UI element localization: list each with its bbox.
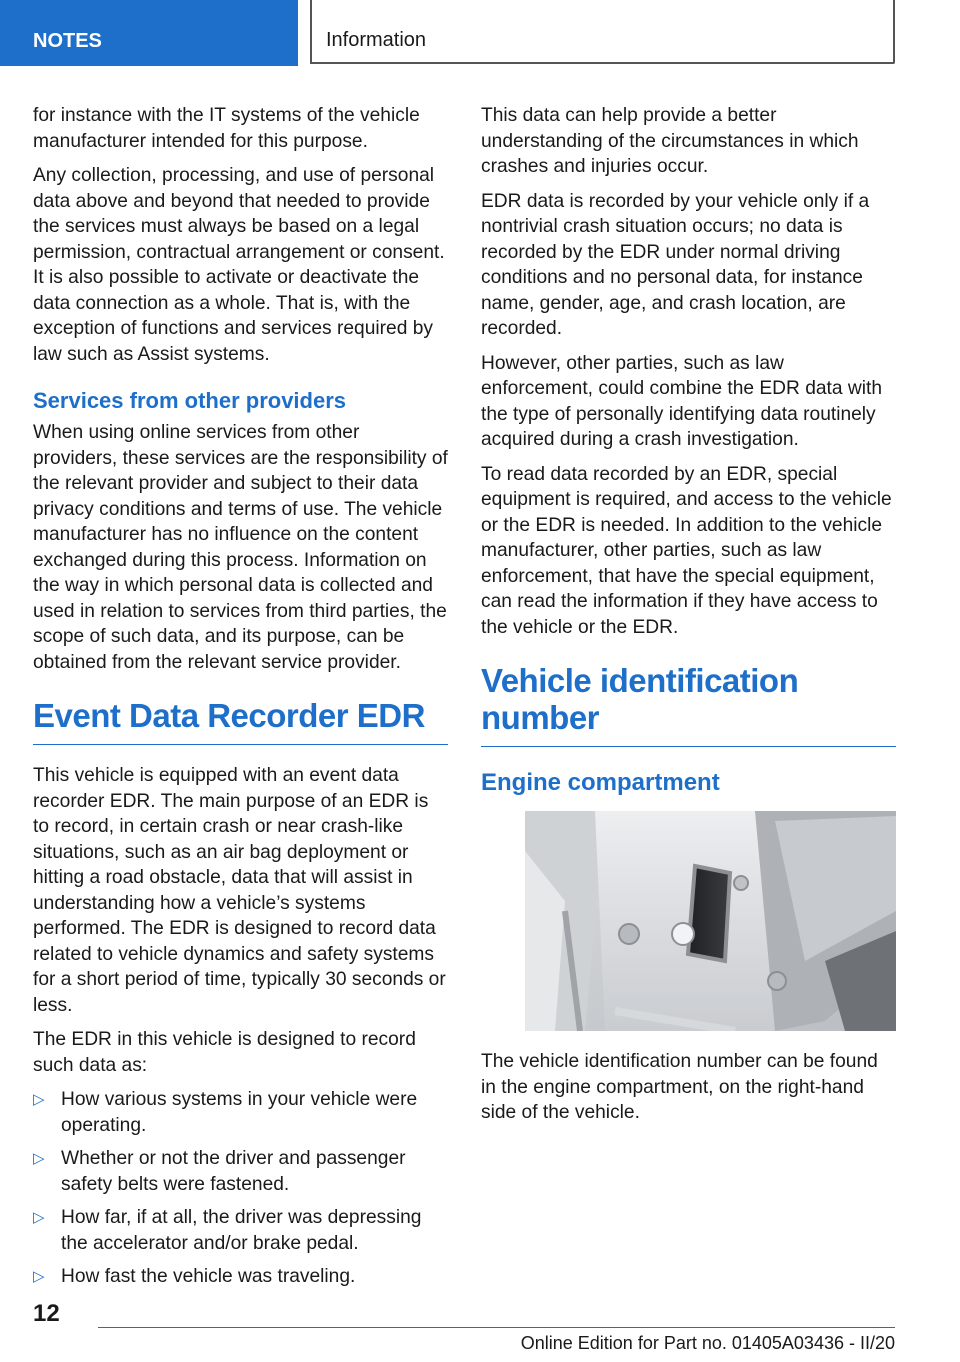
page-header bbox=[0, 0, 960, 66]
edr-data-list bbox=[33, 1087, 448, 1290]
paragraph: This vehicle is equipped with an event data recorder EDR. The main purpose of an EDR is to record, in certain crash or near crash-like situations, such as an air bag deployment or hitting a road obstacle, data that will assist in understanding how a vehicle’s systems performed. The EDR is designed to record data related to vehicle dynamics and safety systems for a short period of time, typically 30 seconds or less. bbox=[33, 765, 446, 1016]
heading-vehicle-identification-number: Vehicle identification number bbox=[481, 662, 896, 747]
paragraph: To read data recorded by an EDR, special equipment is required, and access to the vehicle or the EDR is needed. In addition to the vehicle manufacturer, other parties, such as law enforcement, that have the special equipment, can read the information if they have access to the vehicle or the EDR. bbox=[481, 463, 892, 638]
list-item: ▷ Whether or not the driver and passenger safety belts were fastened. bbox=[33, 1148, 406, 1195]
section-title: Information bbox=[310, 0, 895, 64]
engine-compartment-image bbox=[525, 811, 896, 1031]
paragraph: for instance with the IT systems of the vehicle manufacturer intended for this purpose. bbox=[33, 105, 420, 152]
section-tab: NOTES bbox=[0, 0, 298, 66]
paragraph: This data can help provide a better understanding of the circumstances in which crashes and injuries occur. bbox=[481, 105, 859, 177]
heading-event-data-recorder: Event Data Recorder EDR bbox=[33, 697, 448, 745]
right-column bbox=[481, 103, 896, 1135]
paragraph: The EDR in this vehicle is designed to record such data as: bbox=[33, 1029, 416, 1076]
list-item: ▷ How far, if at all, the driver was depressing the accelerator and/or brake pedal. bbox=[33, 1207, 422, 1254]
paragraph: When using online services from other providers, these services are the responsibility of the relevant provider and subject to their data privacy conditions and terms of use. The vehicle manufacturer has no influence on the content exchanged during this process. Information on the way in which personal data is collected and used in relation to services from third parties, the scope of such data, and its purpose, can be obtained from the relevant service provider. bbox=[33, 422, 448, 673]
heading-services-other-providers: Services from other providers bbox=[33, 388, 347, 413]
triangle-bullet-icon: ▷ bbox=[33, 1150, 45, 1167]
page-number: 12 bbox=[33, 1300, 60, 1327]
paragraph: Any collection, processing, and use of personal data above and beyond that needed to provide the services must always be based on a legal permission, contractual arrangement or consent. It is also possible to activate or deactivate the data connection as a whole. That is, with the exception of functions and services required by law such as Assist systems. bbox=[33, 165, 445, 365]
triangle-bullet-icon: ▷ bbox=[33, 1091, 45, 1108]
triangle-bullet-icon: ▷ bbox=[33, 1268, 45, 1285]
list-item: ▷ How fast the vehicle was traveling. bbox=[33, 1264, 448, 1290]
footer-divider bbox=[98, 1327, 895, 1328]
list-item: ▷ How various systems in your vehicle were operating. bbox=[33, 1089, 418, 1136]
left-column bbox=[33, 103, 448, 1298]
paragraph: However, other parties, such as law enforcement, could combine the EDR data with the type of personally identifying data routinely acquired during a crash investigation. bbox=[481, 352, 883, 450]
edition-note: Online Edition for Part no. 01405A03436 - II/20 bbox=[520, 1333, 895, 1353]
paragraph: The vehicle identification number can be found in the engine compartment, on the right-hand side of the vehicle. bbox=[481, 1051, 878, 1123]
triangle-bullet-icon: ▷ bbox=[33, 1209, 45, 1226]
paragraph: EDR data is recorded by your vehicle only if a nontrivial crash situation occurs; no data is recorded by the EDR under normal driving conditions and no personal data, for instance name, gender, age, and crash location, are recorded. bbox=[481, 190, 870, 339]
heading-engine-compartment: Engine compartment bbox=[481, 769, 720, 796]
